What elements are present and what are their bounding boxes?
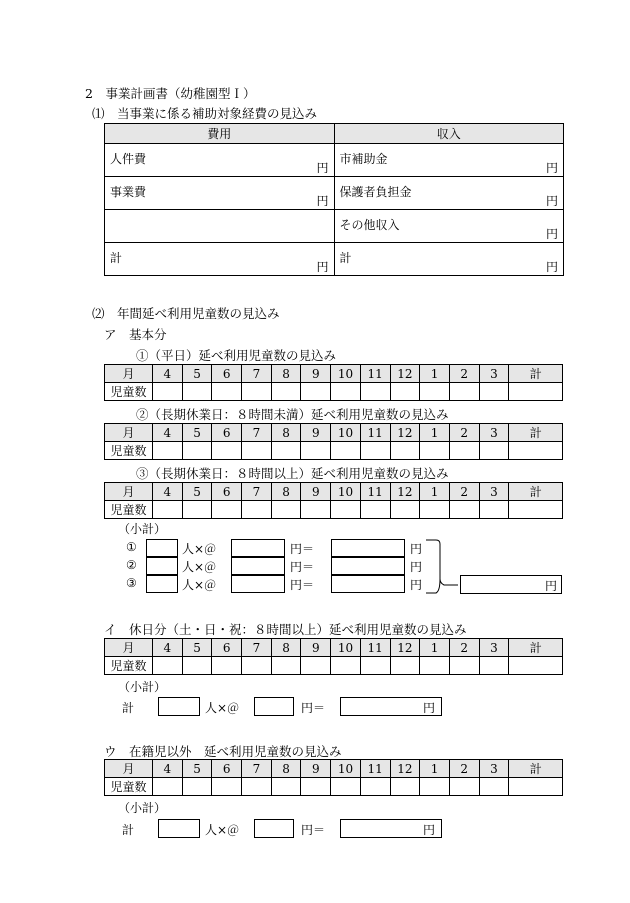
- budget-cell[interactable]: [105, 210, 335, 243]
- count-input-cell[interactable]: [390, 778, 420, 796]
- month-cell: 7: [242, 483, 272, 501]
- count-input-cell[interactable]: [242, 442, 272, 460]
- month-table-3: [104, 482, 563, 519]
- count-input-cell[interactable]: [509, 442, 563, 460]
- count-input-cell[interactable]: [449, 442, 479, 460]
- budget-cell[interactable]: 計 円: [334, 243, 564, 276]
- count-input-cell[interactable]: [509, 383, 563, 401]
- unit-price-box[interactable]: [231, 539, 285, 557]
- month-cell: 2: [449, 365, 479, 383]
- count-input-cell[interactable]: [212, 778, 242, 796]
- count-input-cell[interactable]: [301, 383, 331, 401]
- month-cell: 11: [360, 760, 390, 778]
- unit-label: 人×＠: [205, 823, 240, 837]
- unit-price-box[interactable]: [254, 697, 294, 716]
- count-input-cell[interactable]: [301, 778, 331, 796]
- month-cell: 12: [390, 424, 420, 442]
- month-cell: 4: [153, 365, 183, 383]
- count-input-cell[interactable]: [331, 501, 361, 519]
- count-box[interactable]: [146, 557, 178, 575]
- month-header-cell: 月: [105, 424, 153, 442]
- month-cell: 6: [212, 639, 242, 657]
- month-header-row: [105, 365, 563, 383]
- count-box[interactable]: [158, 819, 200, 838]
- section-title: 2 事業計画書（幼稚園型Ｉ）: [85, 86, 256, 101]
- month-cell: 4: [153, 760, 183, 778]
- total-header-cell: 計: [509, 639, 563, 657]
- month-cell: 10: [331, 424, 361, 442]
- count-input-cell[interactable]: [182, 383, 212, 401]
- month-cell: 11: [360, 424, 390, 442]
- month-cell: 6: [212, 365, 242, 383]
- month-cell: 11: [360, 365, 390, 383]
- count-input-cell[interactable]: [301, 657, 331, 675]
- count-input-cell[interactable]: [449, 778, 479, 796]
- count-input-cell[interactable]: [360, 657, 390, 675]
- count-input-cell[interactable]: [153, 778, 183, 796]
- yen-label: 円: [410, 542, 423, 556]
- count-input-cell[interactable]: [271, 657, 301, 675]
- table1-title: ①（平日）延べ利用児童数の見込み: [136, 348, 337, 363]
- count-input-cell[interactable]: [153, 383, 183, 401]
- row-label: 児童数: [105, 657, 153, 675]
- budget-cell[interactable]: 保護者負担金 円: [334, 177, 564, 210]
- row-label: 児童数: [105, 383, 153, 401]
- count-input-cell[interactable]: [153, 657, 183, 675]
- month-header-cell: 月: [105, 365, 153, 383]
- amount-box[interactable]: [331, 575, 405, 593]
- row-label: 児童数: [105, 778, 153, 796]
- eq-label: 円＝: [290, 542, 315, 556]
- month-cell: 10: [331, 483, 361, 501]
- count-input-cell[interactable]: [212, 383, 242, 401]
- count-box[interactable]: [146, 539, 178, 557]
- month-cell: 10: [331, 365, 361, 383]
- yen-label: 円: [410, 560, 423, 574]
- month-cell: 9: [301, 639, 331, 657]
- month-cell: 1: [420, 760, 450, 778]
- budget-row: [105, 210, 564, 243]
- sub-a-title: ア 基本分: [104, 327, 167, 342]
- children-row: [105, 657, 563, 675]
- subtotal-label: （小計）: [118, 801, 167, 815]
- table2-title: ②（長期休業日：８時間未満）延べ利用児童数の見込み: [136, 407, 449, 422]
- count-input-cell[interactable]: [360, 501, 390, 519]
- subtotal-label: （小計）: [118, 522, 167, 536]
- count-box[interactable]: [158, 697, 200, 716]
- count-input-cell[interactable]: [449, 657, 479, 675]
- month-cell: 3: [479, 424, 509, 442]
- header-expense: 費用: [105, 124, 335, 144]
- count-input-cell[interactable]: [479, 778, 509, 796]
- month-cell: 4: [153, 483, 183, 501]
- total-header-cell: 計: [509, 483, 563, 501]
- month-cell: 5: [182, 760, 212, 778]
- count-input-cell[interactable]: [509, 778, 563, 796]
- calc-mark: ②: [126, 558, 137, 572]
- count-input-cell[interactable]: [390, 442, 420, 460]
- count-input-cell[interactable]: [153, 442, 183, 460]
- grand-total-box[interactable]: [460, 575, 562, 594]
- header-income: 収入: [334, 124, 564, 144]
- part1-title: ⑴ 当事業に係る補助対象経費の見込み: [92, 106, 318, 121]
- count-input-cell[interactable]: [420, 501, 450, 519]
- count-input-cell[interactable]: [153, 501, 183, 519]
- month-cell: 4: [153, 424, 183, 442]
- count-input-cell[interactable]: [479, 383, 509, 401]
- count-input-cell[interactable]: [212, 501, 242, 519]
- yen-label: 円: [410, 578, 423, 592]
- count-input-cell[interactable]: [271, 501, 301, 519]
- month-table-5: [104, 759, 563, 796]
- count-input-cell[interactable]: [420, 778, 450, 796]
- month-cell: 12: [390, 760, 420, 778]
- budget-row: [105, 144, 564, 177]
- count-input-cell[interactable]: [420, 442, 450, 460]
- count-input-cell[interactable]: [242, 501, 272, 519]
- total-header-cell: 計: [509, 424, 563, 442]
- count-input-cell[interactable]: [420, 657, 450, 675]
- amount-box[interactable]: [331, 539, 405, 557]
- budget-cell[interactable]: その他収入 円: [334, 210, 564, 243]
- month-table-2: [104, 423, 563, 460]
- table3-title: ③（長期休業日：８時間以上）延べ利用児童数の見込み: [136, 466, 449, 481]
- month-cell: 8: [271, 365, 301, 383]
- unit-label: 人×＠: [182, 560, 217, 574]
- month-cell: 5: [182, 365, 212, 383]
- month-cell: 3: [479, 365, 509, 383]
- children-row: [105, 383, 563, 401]
- count-input-cell[interactable]: [182, 501, 212, 519]
- row-label: 児童数: [105, 501, 153, 519]
- month-cell: 2: [449, 760, 479, 778]
- month-cell: 6: [212, 483, 242, 501]
- budget-row: [105, 243, 564, 276]
- month-cell: 2: [449, 424, 479, 442]
- count-input-cell[interactable]: [449, 383, 479, 401]
- total-header-cell: 計: [509, 365, 563, 383]
- sub-i-title: イ 休日分（土・日・祝：８時間以上）延べ利用児童数の見込み: [104, 622, 467, 637]
- total-header-cell: 計: [509, 760, 563, 778]
- count-input-cell[interactable]: [420, 383, 450, 401]
- count-input-cell[interactable]: [182, 442, 212, 460]
- budget-row: [105, 177, 564, 210]
- count-input-cell[interactable]: [271, 778, 301, 796]
- month-cell: 3: [479, 483, 509, 501]
- count-input-cell[interactable]: [271, 383, 301, 401]
- month-cell: 2: [449, 483, 479, 501]
- count-input-cell[interactable]: [301, 442, 331, 460]
- unit-label: 人×＠: [205, 701, 240, 715]
- children-row: [105, 501, 563, 519]
- eq-label: 円＝: [301, 823, 326, 837]
- count-input-cell[interactable]: [271, 442, 301, 460]
- month-header-cell: 月: [105, 760, 153, 778]
- month-header-row: [105, 760, 563, 778]
- month-cell: 8: [271, 424, 301, 442]
- month-cell: 10: [331, 760, 361, 778]
- month-cell: 8: [271, 639, 301, 657]
- unit-price-box[interactable]: [254, 819, 294, 838]
- calc-mark: ③: [126, 576, 137, 590]
- count-input-cell[interactable]: [390, 501, 420, 519]
- count-input-cell[interactable]: [301, 501, 331, 519]
- children-row: [105, 778, 563, 796]
- row-label: 児童数: [105, 442, 153, 460]
- budget-cell[interactable]: 計 円: [105, 243, 335, 276]
- budget-cell[interactable]: 人件費 円: [105, 144, 335, 177]
- month-cell: 5: [182, 483, 212, 501]
- count-input-cell[interactable]: [479, 657, 509, 675]
- month-cell: 8: [271, 760, 301, 778]
- eq-label: 円＝: [290, 578, 315, 592]
- unit-label: 人×＠: [182, 542, 217, 556]
- children-row: [105, 442, 563, 460]
- amount-box[interactable]: [331, 557, 405, 575]
- month-table-1: [104, 364, 563, 401]
- count-box[interactable]: [146, 575, 178, 593]
- month-cell: 12: [390, 639, 420, 657]
- count-input-cell[interactable]: [182, 657, 212, 675]
- month-cell: 9: [301, 483, 331, 501]
- month-table-4: [104, 638, 563, 675]
- count-input-cell[interactable]: [390, 657, 420, 675]
- bracket-icon: [424, 539, 460, 595]
- count-input-cell[interactable]: [331, 383, 361, 401]
- unit-price-box[interactable]: [231, 575, 285, 593]
- month-cell: 9: [301, 365, 331, 383]
- month-header-row: [105, 424, 563, 442]
- grand-total-yen: 円: [544, 579, 557, 593]
- month-cell: 7: [242, 424, 272, 442]
- month-header-cell: 月: [105, 639, 153, 657]
- count-input-cell[interactable]: [182, 778, 212, 796]
- count-input-cell[interactable]: [479, 442, 509, 460]
- sub-u-title: ウ 在籍児以外 延べ利用児童数の見込み: [104, 744, 342, 759]
- month-header-row: [105, 639, 563, 657]
- month-cell: 6: [212, 760, 242, 778]
- calc-mark: ①: [126, 540, 137, 554]
- month-cell: 5: [182, 424, 212, 442]
- month-cell: 2: [449, 639, 479, 657]
- month-cell: 11: [360, 483, 390, 501]
- total-label: 計: [122, 701, 135, 715]
- count-input-cell[interactable]: [242, 383, 272, 401]
- month-cell: 9: [301, 424, 331, 442]
- count-input-cell[interactable]: [212, 442, 242, 460]
- count-input-cell[interactable]: [331, 442, 361, 460]
- count-input-cell[interactable]: [509, 501, 563, 519]
- month-cell: 9: [301, 760, 331, 778]
- month-cell: 7: [242, 760, 272, 778]
- budget-cell[interactable]: 事業費 円: [105, 177, 335, 210]
- amount-box[interactable]: 円: [340, 697, 442, 716]
- count-input-cell[interactable]: [212, 657, 242, 675]
- month-cell: 8: [271, 483, 301, 501]
- month-cell: 5: [182, 639, 212, 657]
- month-cell: 6: [212, 424, 242, 442]
- month-cell: 12: [390, 483, 420, 501]
- month-cell: 10: [331, 639, 361, 657]
- count-input-cell[interactable]: [331, 657, 361, 675]
- count-input-cell[interactable]: [449, 501, 479, 519]
- count-input-cell[interactable]: [242, 778, 272, 796]
- month-cell: 1: [420, 483, 450, 501]
- month-cell: 1: [420, 365, 450, 383]
- amount-box[interactable]: 円: [340, 819, 442, 838]
- unit-price-box[interactable]: [231, 557, 285, 575]
- count-input-cell[interactable]: [479, 501, 509, 519]
- count-input-cell[interactable]: [331, 778, 361, 796]
- month-header-row: [105, 483, 563, 501]
- count-input-cell[interactable]: [242, 657, 272, 675]
- month-header-cell: 月: [105, 483, 153, 501]
- month-cell: 12: [390, 365, 420, 383]
- count-input-cell[interactable]: [360, 442, 390, 460]
- month-cell: 1: [420, 639, 450, 657]
- month-cell: 3: [479, 760, 509, 778]
- month-cell: 11: [360, 639, 390, 657]
- count-input-cell[interactable]: [390, 383, 420, 401]
- unit-label: 人×＠: [182, 578, 217, 592]
- part2-title: ⑵ 年間延べ利用児童数の見込み: [92, 306, 280, 321]
- budget-table: [104, 123, 564, 276]
- eq-label: 円＝: [301, 701, 326, 715]
- subtotal-label: （小計）: [118, 680, 167, 694]
- eq-label: 円＝: [290, 560, 315, 574]
- month-cell: 7: [242, 365, 272, 383]
- count-input-cell[interactable]: [509, 657, 563, 675]
- month-cell: 7: [242, 639, 272, 657]
- month-cell: 3: [479, 639, 509, 657]
- month-cell: 1: [420, 424, 450, 442]
- count-input-cell[interactable]: [360, 383, 390, 401]
- month-cell: 4: [153, 639, 183, 657]
- budget-cell[interactable]: 市補助金 円: [334, 144, 564, 177]
- total-label: 計: [122, 823, 135, 837]
- count-input-cell[interactable]: [360, 778, 390, 796]
